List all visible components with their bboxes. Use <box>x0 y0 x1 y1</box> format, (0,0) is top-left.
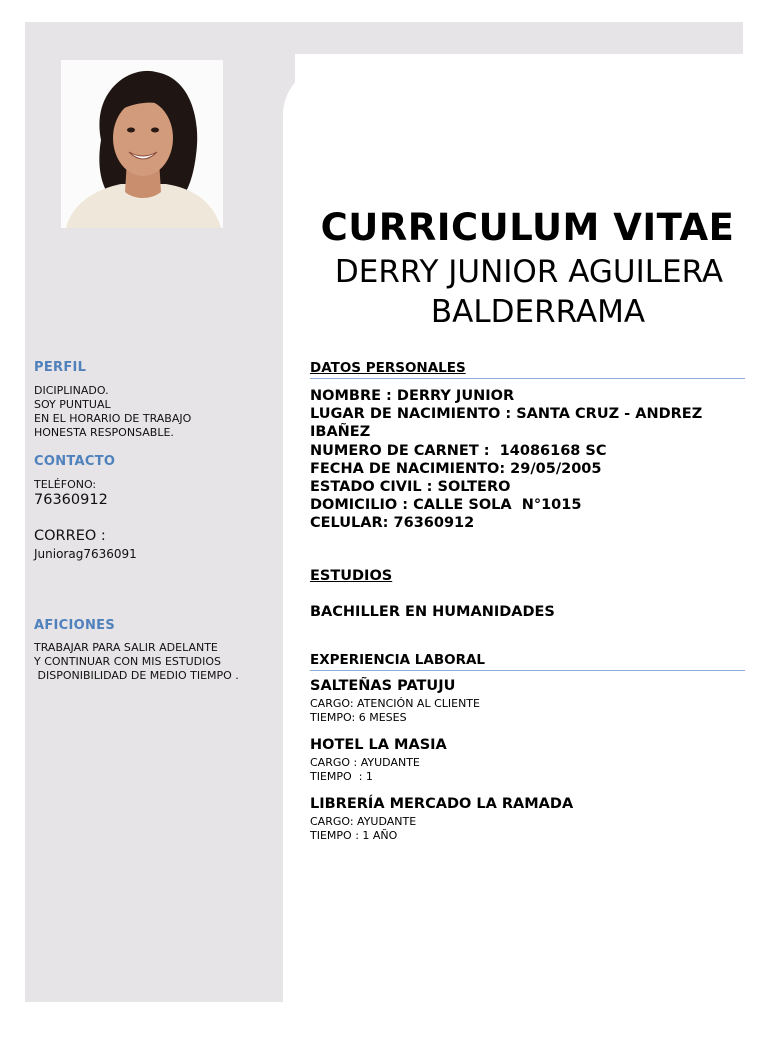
info-line: NUMERO DE CARNET : 14086168 SC <box>310 442 607 459</box>
job-details <box>310 697 480 725</box>
perfil-line: DICIPLINADO. <box>34 384 109 397</box>
aficiones-heading: AFICIONES <box>34 618 116 633</box>
job-cargo: CARGO: ATENCIÓN AL CLIENTE <box>310 697 480 710</box>
top-band-decoration <box>25 22 743 54</box>
aficiones-line: Y CONTINUAR CON MIS ESTUDIOS <box>34 655 222 668</box>
perfil-line: HONESTA RESPONSABLE. <box>34 426 174 439</box>
job-name: LIBRERÍA MERCADO LA RAMADA <box>310 796 574 812</box>
profile-photo <box>61 60 223 228</box>
info-line: FECHA DE NACIMIENTO: 29/05/2005 <box>310 460 602 477</box>
contacto-heading: CONTACTO <box>34 454 116 469</box>
experiencia-title: EXPERIENCIA LABORAL <box>310 652 486 668</box>
perfil-heading: PERFIL <box>34 360 87 375</box>
estudios-item: BACHILLER EN HUMANIDADES <box>310 604 555 620</box>
job-tiempo: TIEMPO : 1 <box>310 770 373 783</box>
portrait-image <box>61 60 223 228</box>
datos-personales-list <box>310 387 740 533</box>
datos-personales-heading <box>310 360 745 379</box>
aficiones-line: DISPONIBILIDAD DE MEDIO TIEMPO . <box>34 669 239 682</box>
job-name: SALTEÑAS PATUJU <box>310 678 456 694</box>
info-line: NOMBRE : DERRY JUNIOR <box>310 388 515 404</box>
job-details <box>310 756 420 784</box>
job-name: HOTEL LA MASIA <box>310 737 447 753</box>
phone-label: TELÉFONO: <box>34 478 97 491</box>
main-panel <box>283 54 768 1044</box>
candidate-name <box>284 252 768 332</box>
perfil-text <box>34 384 191 440</box>
job-tiempo: TIEMPO : 1 AÑO <box>310 829 398 842</box>
document-title: CURRICULUM VITAE <box>320 206 735 249</box>
aficiones-line: TRABAJAR PARA SALIR ADELANTE <box>34 641 218 654</box>
info-line: IBAÑEZ <box>310 424 371 441</box>
estudios-heading: ESTUDIOS <box>310 568 393 584</box>
datos-personales-title: DATOS PERSONALES <box>310 360 466 376</box>
experiencia-heading <box>310 652 745 671</box>
info-line: DOMICILIO : CALLE SOLA N°1015 <box>310 497 582 514</box>
email-label: CORREO : <box>34 528 106 544</box>
info-line: LUGAR DE NACIMIENTO : SANTA CRUZ - ANDREZ <box>310 406 703 423</box>
info-line: CELULAR: 76360912 <box>310 515 475 532</box>
aficiones-text <box>34 641 239 683</box>
perfil-line: EN EL HORARIO DE TRABAJO <box>34 412 192 425</box>
job-details <box>310 815 416 843</box>
phone-value: 76360912 <box>34 492 108 508</box>
name-line-2: BALDERRAMA <box>430 294 646 330</box>
job-tiempo: TIEMPO: 6 MESES <box>310 711 407 724</box>
info-line: ESTADO CIVIL : SOLTERO <box>310 479 511 496</box>
email-value: Juniorag7636091 <box>34 547 137 561</box>
job-cargo: CARGO : AYUDANTE <box>310 756 420 769</box>
name-line-1: DERRY JUNIOR AGUILERA <box>334 254 724 290</box>
job-cargo: CARGO: AYUDANTE <box>310 815 417 828</box>
perfil-line: SOY PUNTUAL <box>34 398 111 411</box>
